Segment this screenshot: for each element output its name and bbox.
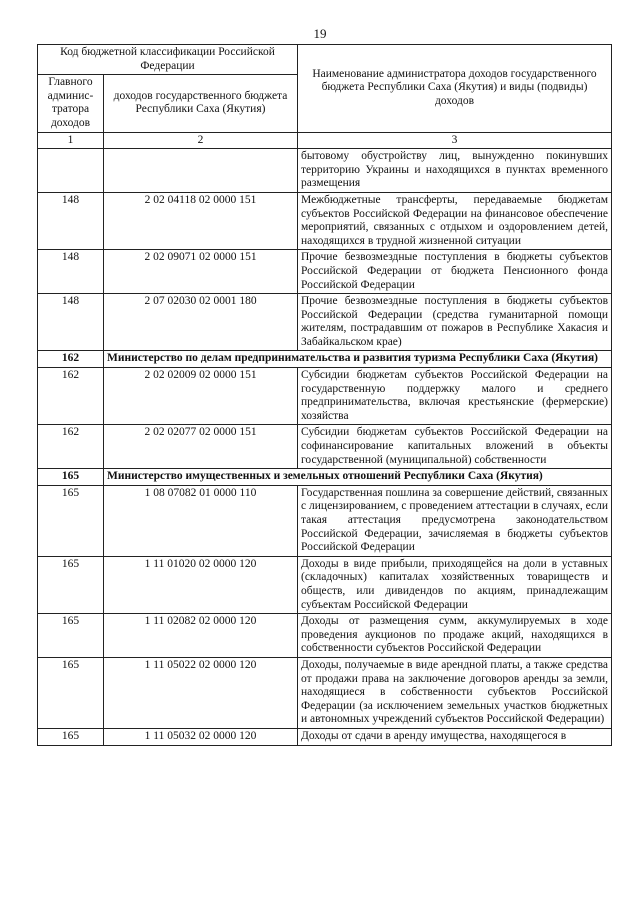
revenue-code-cell bbox=[104, 149, 298, 193]
admin-code-cell: 162 bbox=[38, 368, 104, 425]
table-row bbox=[38, 657, 612, 728]
admin-code-cell: 148 bbox=[38, 192, 104, 249]
table-row bbox=[38, 368, 612, 425]
revenue-code-cell: 1 11 01020 02 0000 120 bbox=[104, 556, 298, 613]
revenue-description-cell: Доходы от сдачи в аренду имущества, находящегося в bbox=[298, 728, 612, 745]
revenue-description-cell: Доходы, получаемые в виде арендной платы, а также средства от продажи права на заключение договоров аренды за земли, находящиеся в собственности субъектов Российской Федерации (за исключением земельных участков бюджетных и автономных учреждений субъектов Российской Федерации) bbox=[298, 657, 612, 728]
admin-code-cell: 165 bbox=[38, 485, 104, 556]
table-header-row bbox=[38, 45, 612, 75]
section-row bbox=[38, 469, 612, 486]
header-col1-label: Главного админис-тратора доходов bbox=[38, 75, 104, 132]
admin-code-cell: 165 bbox=[38, 614, 104, 658]
revenue-description-cell: Доходы в виде прибыли, приходящейся на доли в уставных (складочных) капиталах хозяйственных товариществ и обществ, или дивидендов по акциям, принадлежащим субъектам Российской Федерации bbox=[298, 556, 612, 613]
admin-code-cell: 165 bbox=[38, 728, 104, 745]
revenue-code-cell: 1 08 07082 01 0000 110 bbox=[104, 485, 298, 556]
revenue-code-cell: 1 11 05032 02 0000 120 bbox=[104, 728, 298, 745]
column-number-1: 1 bbox=[38, 132, 104, 149]
section-row bbox=[38, 351, 612, 368]
revenue-description-cell: Межбюджетные трансферты, передаваемые бюджетам субъектов Российской Федерации на финансовое обеспечение мероприятий, связанных с отдыхом и оздоровлением детей, находящихся в трудной жизненной ситуации bbox=[298, 192, 612, 249]
revenue-code-cell: 2 07 02030 02 0001 180 bbox=[104, 294, 298, 351]
admin-code-cell: 165 bbox=[38, 469, 104, 486]
revenue-description-cell: Прочие безвозмездные поступления в бюджеты субъектов Российской Федерации от бюджета Пенсионного фонда Российской Федерации bbox=[298, 250, 612, 294]
section-title-cell: Министерство имущественных и земельных отношений Республики Саха (Якутия) bbox=[104, 469, 612, 486]
budget-classification-table bbox=[37, 44, 612, 746]
admin-code-cell: 165 bbox=[38, 556, 104, 613]
table-row bbox=[38, 614, 612, 658]
admin-code-cell: 165 bbox=[38, 657, 104, 728]
revenue-description-cell: бытовому обустройству лиц, вынужденно покинувших территорию Украины и находящихся в пунктах временного размещения bbox=[298, 149, 612, 193]
revenue-description-cell: Государственная пошлина за совершение действий, связанных с лицензированием, с проведением аттестации в случаях, если такая аттестация предусмотрена законодательством Российской Федерации, зачисляемая в бюджеты субъектов Российской Федерации bbox=[298, 485, 612, 556]
page-number: 19 bbox=[313, 26, 327, 41]
table-row bbox=[38, 294, 612, 351]
revenue-description-cell: Доходы от размещения сумм, аккумулируемых в ходе проведения аукционов по продаже акций, находящихся в собственности субъектов Российской Федерации bbox=[298, 614, 612, 658]
admin-code-cell: 148 bbox=[38, 250, 104, 294]
table-row bbox=[38, 425, 612, 469]
revenue-code-cell: 2 02 04118 02 0000 151 bbox=[104, 192, 298, 249]
column-number-3: 3 bbox=[298, 132, 612, 149]
revenue-code-cell: 1 11 05022 02 0000 120 bbox=[104, 657, 298, 728]
revenue-description-cell: Прочие безвозмездные поступления в бюджеты субъектов Российской Федерации (средства гуманитарной помощи жителям, пострадавшим от пожаров в Республике Хакасия и Забайкальском крае) bbox=[298, 294, 612, 351]
table-row bbox=[38, 192, 612, 249]
table-row bbox=[38, 149, 612, 193]
header-group-label: Код бюджетной классификации Российской Федерации bbox=[38, 45, 298, 75]
revenue-description-cell: Субсидии бюджетам субъектов Российской Федерации на софинансирование капитальных вложений в объекты государственной (муниципальной) собственности bbox=[298, 425, 612, 469]
admin-code-cell bbox=[38, 149, 104, 193]
table-row bbox=[38, 485, 612, 556]
column-number-row bbox=[38, 132, 612, 149]
revenue-code-cell: 1 11 02082 02 0000 120 bbox=[104, 614, 298, 658]
column-number-2: 2 bbox=[104, 132, 298, 149]
header-col3-label: Наименование администратора доходов государственного бюджета Республики Саха (Якутия) и виды (подвиды) доходов bbox=[298, 45, 612, 133]
revenue-description-cell: Субсидии бюджетам субъектов Российской Федерации на государственную поддержку малого и среднего предпринимательства, включая крестьянские (фермерские) хозяйства bbox=[298, 368, 612, 425]
section-title-cell: Министерство по делам предпринимательства и развития туризма Республики Саха (Якутия) bbox=[104, 351, 612, 368]
revenue-code-cell: 2 02 02077 02 0000 151 bbox=[104, 425, 298, 469]
revenue-code-cell: 2 02 02009 02 0000 151 bbox=[104, 368, 298, 425]
admin-code-cell: 162 bbox=[38, 351, 104, 368]
revenue-code-cell: 2 02 09071 02 0000 151 bbox=[104, 250, 298, 294]
table-row bbox=[38, 728, 612, 745]
header-col2-label: доходов государственного бюджета Республики Саха (Якутия) bbox=[104, 75, 298, 132]
admin-code-cell: 148 bbox=[38, 294, 104, 351]
admin-code-cell: 162 bbox=[38, 425, 104, 469]
table-row bbox=[38, 556, 612, 613]
table-row bbox=[38, 250, 612, 294]
